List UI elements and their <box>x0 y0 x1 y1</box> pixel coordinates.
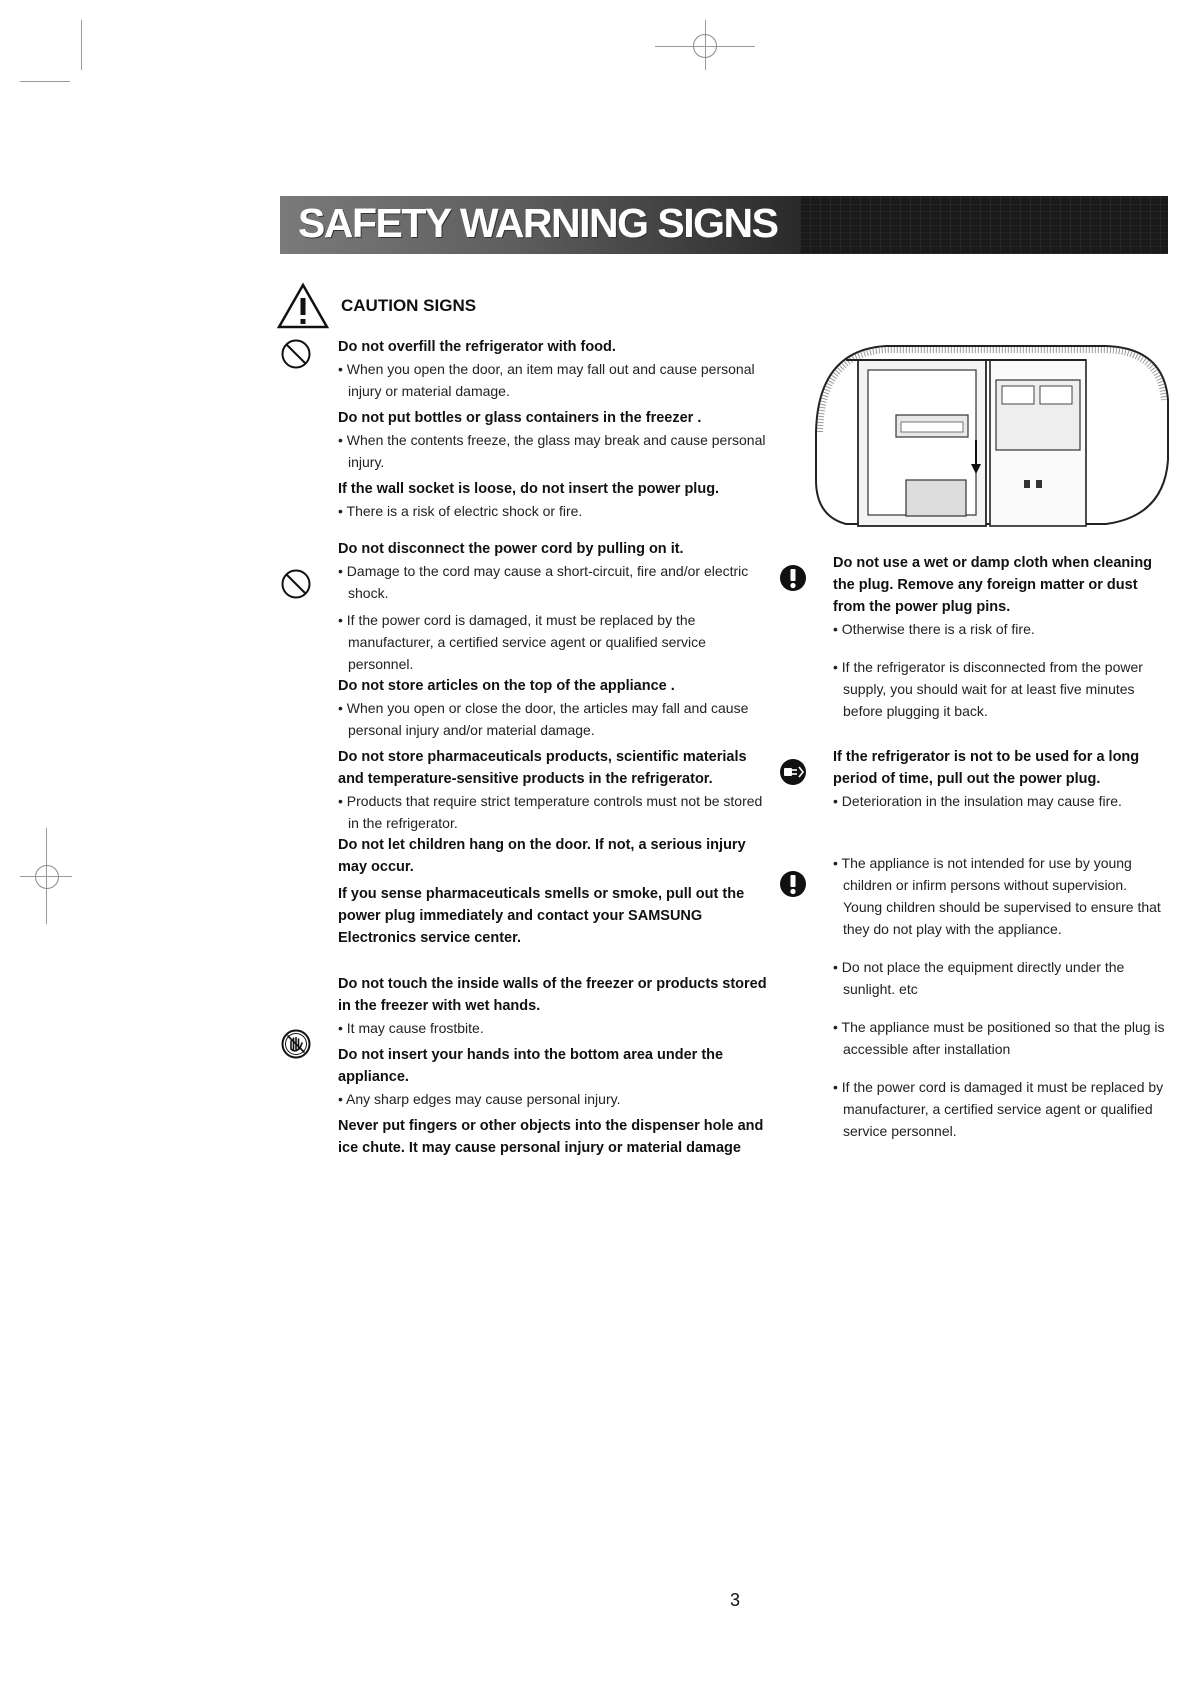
refrigerator-dispenser-illustration <box>806 340 1172 530</box>
crop-mark-top-left-horizontal <box>20 81 70 82</box>
mandatory-action-icon <box>779 870 807 898</box>
item-bullet: • When you open or close the door, the articles may fall and cause personal injury and/or material damage. <box>338 700 749 738</box>
prohibited-icon <box>280 338 312 370</box>
unplug-icon <box>779 758 807 786</box>
caution-item <box>338 1115 768 1159</box>
page-number: 3 <box>730 1590 741 1610</box>
item-heading: Do not put bottles or glass containers in the freezer . <box>338 410 702 426</box>
prohibited-icon <box>280 568 312 600</box>
item-heading: Do not let children hang on the door. If not, a serious injury may occur. <box>338 837 746 875</box>
caution-item <box>338 675 768 741</box>
mandatory-action-icon <box>779 564 807 592</box>
item-heading: Do not store pharmaceuticals products, scientific materials and temperature-sensitive products in the refrigerator. <box>338 749 747 787</box>
item-heading: If you sense pharmaceuticals smells or smoke, pull out the power plug immediately and contact your SAMSUNG Electronics service center. <box>338 886 745 946</box>
item-bullet: • Do not place the equipment directly under the sunlight. etc <box>833 959 1125 997</box>
item-heading: Do not overfill the refrigerator with food. <box>338 339 616 355</box>
caution-item <box>338 883 768 949</box>
item-heading: Do not insert your hands into the bottom area under the appliance. <box>338 1047 724 1085</box>
registration-mark-left-icon <box>35 865 59 889</box>
caution-item <box>338 538 768 675</box>
item-heading: Do not disconnect the power cord by pulling on it. <box>338 541 684 557</box>
item-bullet: • If the refrigerator is disconnected from the power supply, you should wait for at least five minutes before plugging it back. <box>833 659 1143 719</box>
caution-item <box>338 834 768 878</box>
no-wet-hands-icon <box>280 1028 312 1060</box>
item-bullet: • Deterioration in the insulation may cause fire. <box>833 793 1122 809</box>
page-title: SAFETY WARNING SIGNS <box>298 200 778 246</box>
caution-item <box>338 336 768 402</box>
crop-mark-top-left-vertical <box>81 20 82 70</box>
caution-item <box>833 852 1168 1142</box>
item-bullet: • There is a risk of electric shock or fire. <box>338 503 583 519</box>
section-heading: CAUTION SIGNS <box>341 296 477 315</box>
caution-item <box>833 552 1168 722</box>
item-heading: Do not store articles on the top of the appliance . <box>338 678 675 694</box>
caution-triangle-icon <box>276 282 330 330</box>
caution-item <box>338 407 768 473</box>
registration-mark-top-icon <box>693 34 717 58</box>
caution-item <box>338 1044 768 1110</box>
caution-item <box>338 746 768 834</box>
item-bullet: • Products that require strict temperature controls must not be stored in the refrigerator. <box>338 793 763 831</box>
item-bullet: • When the contents freeze, the glass may break and cause personal injury. <box>338 432 766 470</box>
item-bullet: • Any sharp edges may cause personal injury. <box>338 1091 621 1107</box>
caution-item <box>338 973 768 1039</box>
left-column <box>338 336 768 1159</box>
item-bullet: • It may cause frostbite. <box>338 1020 484 1036</box>
item-bullet: • The appliance must be positioned so that the plug is accessible after installation <box>833 1019 1165 1057</box>
item-bullet: • When you open the door, an item may fall out and cause personal injury or material damage. <box>338 361 755 399</box>
item-bullet: • The appliance is not intended for use by young children or infirm persons without supervision. <box>833 855 1132 893</box>
item-heading: If the wall socket is loose, do not insert the power plug. <box>338 481 720 497</box>
item-heading: If the refrigerator is not to be used for a long period of time, pull out the power plug. <box>833 749 1140 787</box>
item-bullet: • If the power cord is damaged it must be replaced by manufacturer, a certified service agent or qualified service personnel. <box>833 1079 1164 1139</box>
item-heading: Never put fingers or other objects into the dispenser hole and ice chute. It may cause personal injury or material damage <box>338 1118 764 1156</box>
item-bullet: • If the power cord is damaged, it must be replaced by the manufacturer, a certified service agent or qualified service personnel. <box>338 612 706 672</box>
title-banner <box>280 196 1168 254</box>
caution-item <box>833 746 1168 812</box>
item-bullet: • Otherwise there is a risk of fire. <box>833 621 1035 637</box>
caution-item <box>338 478 768 522</box>
item-heading: Do not touch the inside walls of the freezer or products stored in the freezer with wet hands. <box>338 976 767 1014</box>
item-bullet: • Damage to the cord may cause a short-circuit, fire and/or electric shock. <box>338 563 749 601</box>
right-column <box>833 552 1168 1142</box>
item-heading: Do not use a wet or damp cloth when cleaning the plug. Remove any foreign matter or dust from the power plug pins. <box>833 555 1153 615</box>
item-note: Young children should be supervised to ensure that they do not play with the appliance. <box>843 899 1161 937</box>
